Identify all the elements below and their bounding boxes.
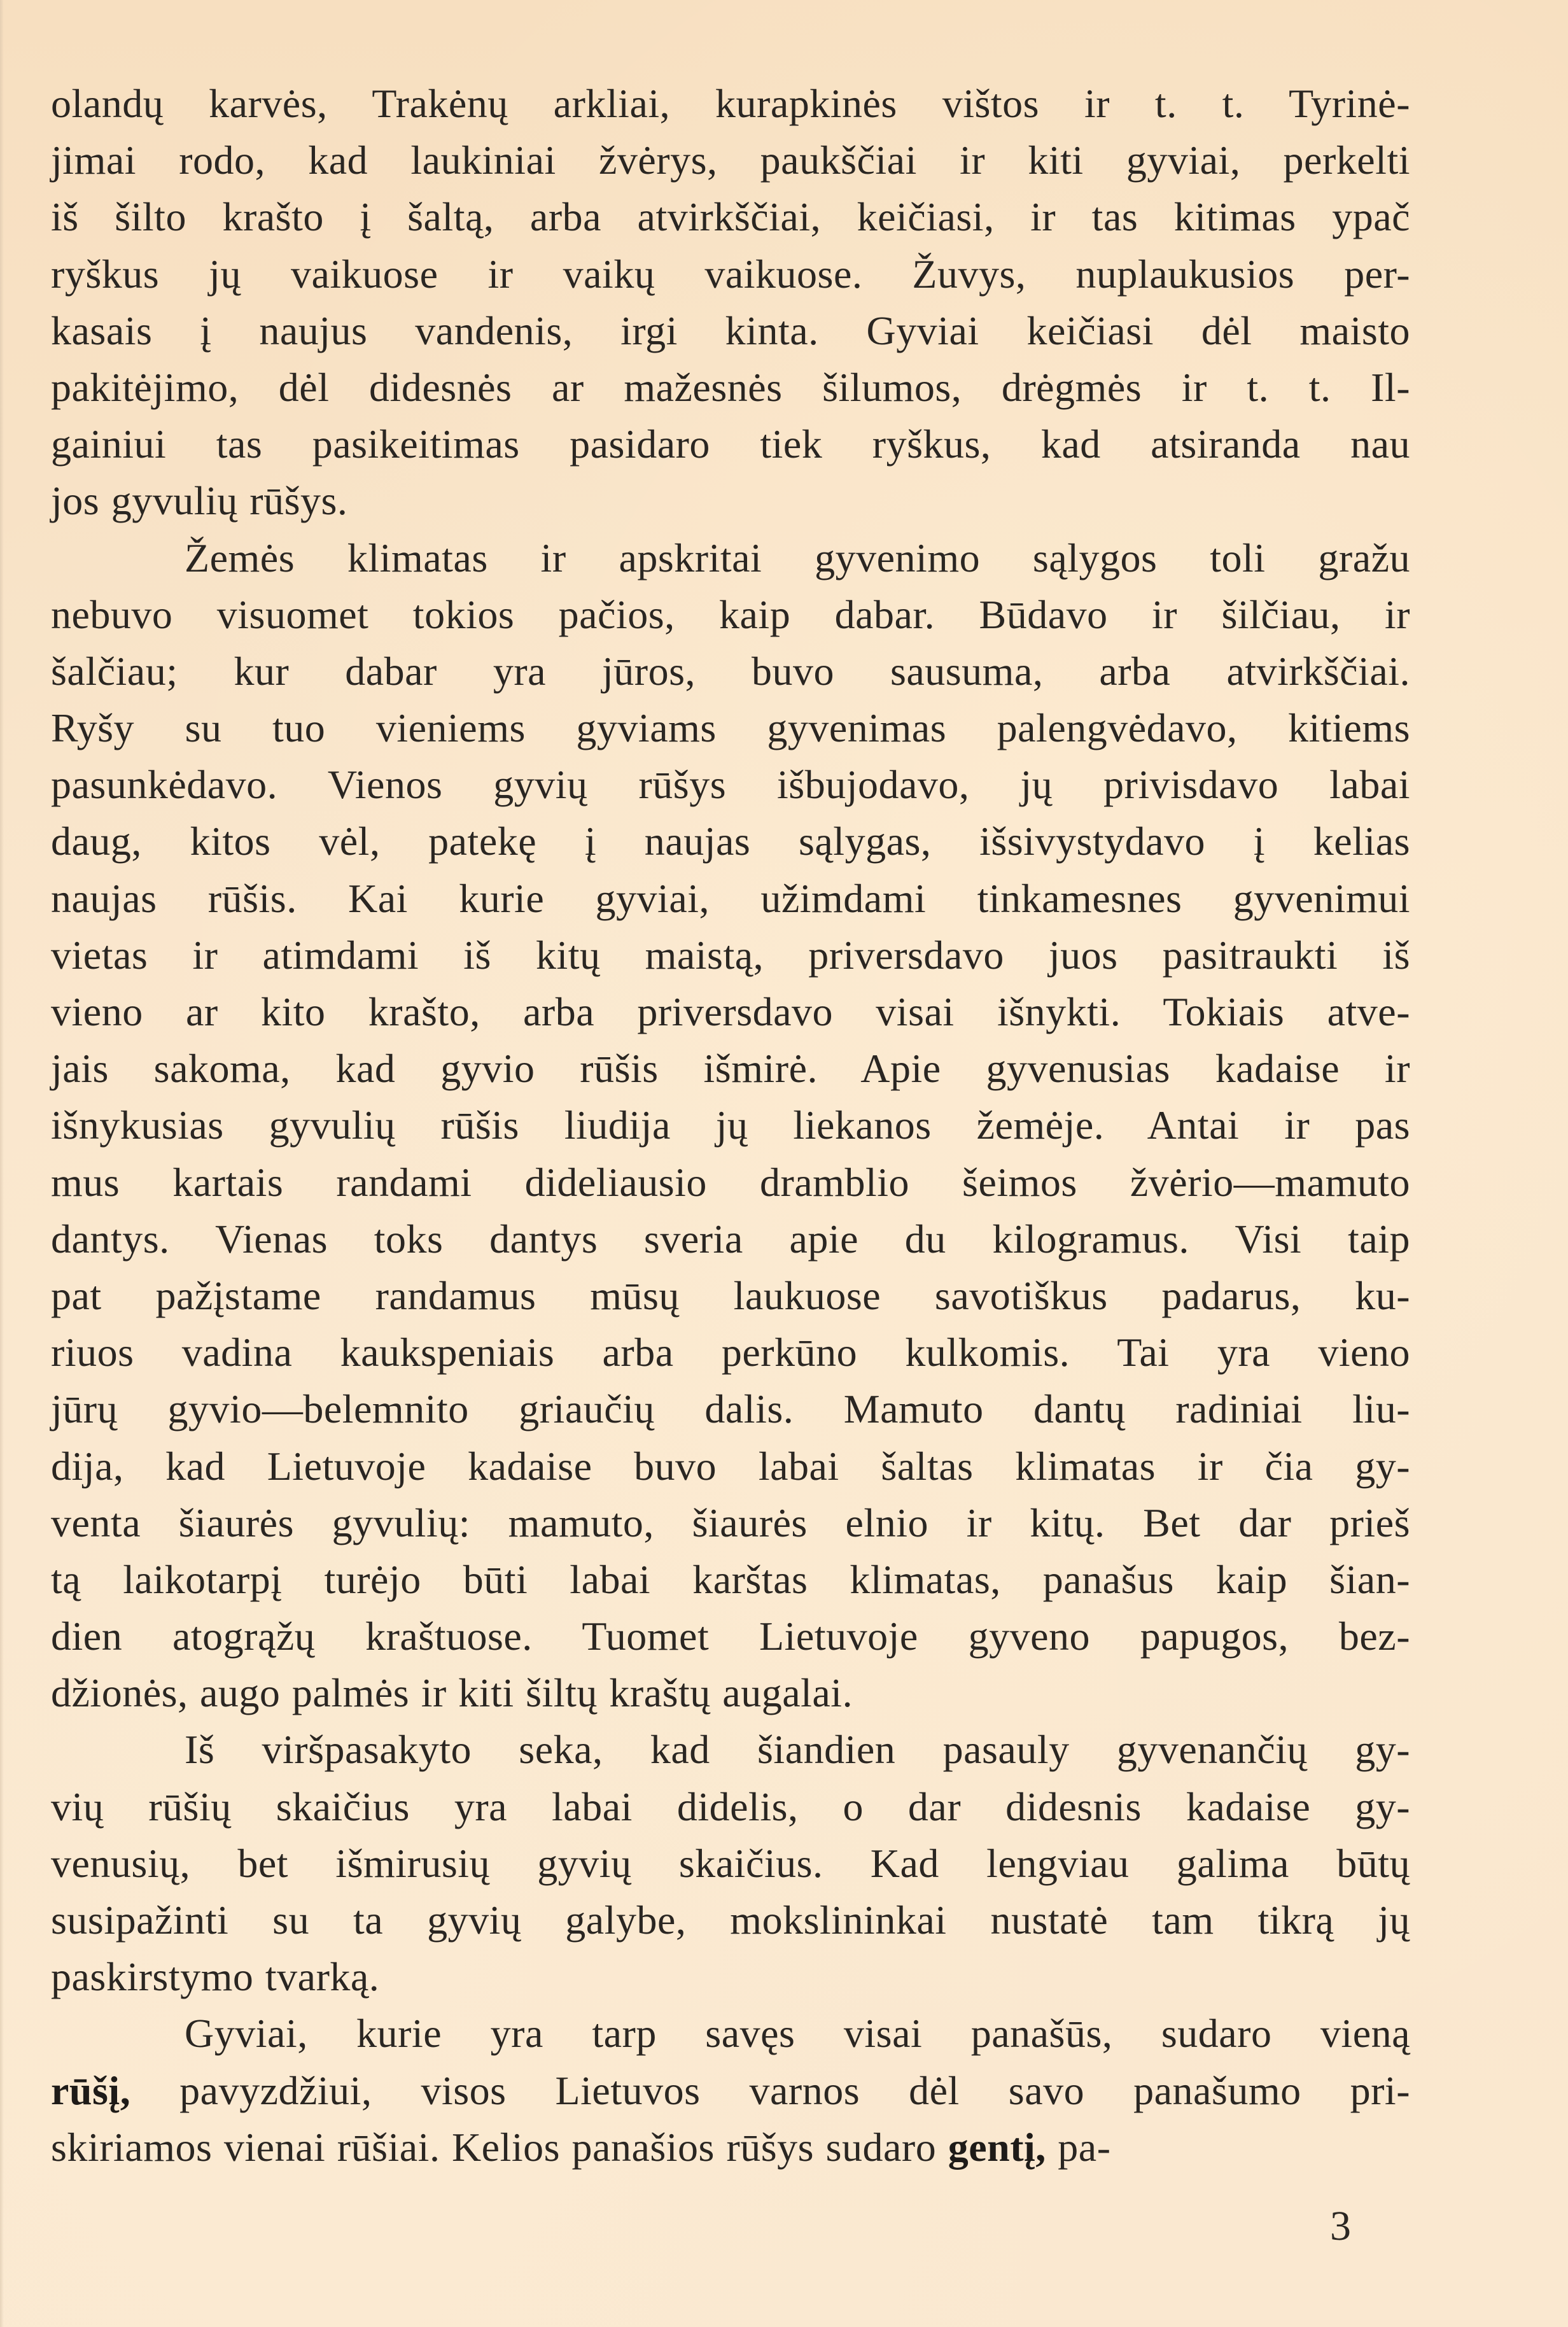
text-run: riuos vadina kaukspeniais arba perkūno kulkomis. Tai yra vieno — [51, 1330, 1410, 1375]
text-run: vių rūšių skaičius yra labai didelis, o dar didesnis kadaise gy- — [51, 1783, 1410, 1829]
text-run: susipažinti su ta gyvių galybe, mokslininkai nustatė tam tikrą jų — [51, 1897, 1410, 1943]
text-run: pavyzdžiui, visos Lietuvos varnos dėl savo panašumo pri- — [130, 2067, 1410, 2113]
text-line — [51, 1040, 1410, 1097]
text-run: pat pažįstame randamus mūsų laukuose savotiškus padarus, ku- — [51, 1272, 1410, 1318]
text-run: paskirstymo tvarką. — [51, 1954, 380, 2000]
text-line — [51, 188, 1410, 245]
paragraph — [51, 1721, 1410, 2005]
text-line — [51, 2062, 1410, 2119]
text-line — [51, 75, 1410, 132]
text-line — [51, 246, 1410, 302]
text-run: Gyviai, kurie yra tarp savęs visai panašūs, sudaro vieną — [185, 2011, 1410, 2056]
text-run: naujas rūšis. Kai kurie gyviai, užimdami tinkamesnes gyvenimui — [51, 875, 1410, 921]
text-run: Žemės klimatas ir apskritai gyvenimo sąlygos toli gražu — [185, 535, 1410, 580]
text-line — [51, 1835, 1410, 1892]
text-run: venusių, bet išmirusių gyvių skaičius. Kad lengviau galima būtų — [51, 1840, 1410, 1886]
text-run: venta šiaurės gyvulių: mamuto, šiaurės elnio ir kitų. Bet dar prieš — [51, 1500, 1410, 1545]
bold-term: gentį, — [948, 2124, 1046, 2170]
text-line — [51, 586, 1410, 643]
text-line — [51, 416, 1410, 472]
text-line — [51, 1551, 1410, 1608]
text-run: išnykusias gyvulių rūšis liudija jų liekanos žemėje. Antai ir pas — [51, 1102, 1410, 1148]
text-line — [51, 1494, 1410, 1551]
text-run: dija, kad Lietuvoje kadaise buvo labai šaltas klimatas ir čia gy- — [51, 1443, 1410, 1489]
text-line — [51, 1267, 1410, 1324]
text-line — [51, 530, 1410, 586]
text-run: jos gyvulių rūšys. — [51, 478, 348, 524]
text-run: daug, kitos vėl, patekę į naujas sąlygas, išsivystydavo į kelias — [51, 819, 1410, 864]
text-run: dantys. Vienas toks dantys sveria apie du kilogramus. Visi taip — [51, 1216, 1410, 1262]
text-line — [51, 870, 1410, 927]
text-run: džionės, augo palmės ir kiti šiltų kraštų augalai. — [51, 1670, 853, 1716]
text-line — [51, 359, 1410, 416]
body-text — [51, 75, 1410, 2176]
scan-edge — [0, 0, 4, 2327]
text-line — [51, 2005, 1410, 2062]
page-number: 3 — [1330, 2203, 1351, 2249]
text-line — [51, 700, 1410, 756]
text-run: kasais į naujus vandenis, irgi kinta. Gyviai keičiasi dėl maisto — [51, 307, 1410, 353]
text-line — [51, 1664, 1410, 1721]
text-run: pa- — [1046, 2124, 1111, 2170]
text-run: pasunkėdavo. Vienos gyvių rūšys išbujodavo, jų privisdavo labai — [51, 762, 1410, 808]
text-line — [51, 1097, 1410, 1153]
text-line — [51, 1608, 1410, 1664]
text-run: olandų karvės, Trakėnų arkliai, kurapkinės vištos ir t. t. Tyrinė- — [51, 81, 1410, 126]
text-run: skiriamos vienai rūšiai. Kelios panašios rūšys sudaro — [51, 2124, 948, 2170]
text-line — [51, 1721, 1410, 1778]
text-run: mus kartais randami dideliausio dramblio šeimos žvėrio—mamuto — [51, 1159, 1410, 1205]
text-line — [51, 472, 1410, 529]
paragraph — [51, 75, 1410, 530]
text-line — [51, 983, 1410, 1040]
text-line — [51, 1324, 1410, 1381]
text-run: jūrų gyvio—belemnito griaučių dalis. Mamuto dantų radiniai liu- — [51, 1386, 1410, 1432]
text-line — [51, 927, 1410, 983]
text-run: vieno ar kito krašto, arba priversdavo visai išnykti. Tokiais atve- — [51, 989, 1410, 1034]
text-run: jimai rodo, kad laukiniai žvėrys, paukščiai ir kiti gyviai, perkelti — [51, 137, 1410, 183]
text-line — [51, 756, 1410, 813]
text-line — [51, 132, 1410, 188]
text-line — [51, 1778, 1410, 1835]
text-run: Ryšy su tuo vieniems gyviams gyvenimas palengvėdavo, kitiems — [51, 705, 1410, 751]
bold-term: rūšį, — [51, 2067, 131, 2113]
text-line — [51, 813, 1410, 869]
text-run: Iš viršpasakyto seka, kad šiandien pasauly gyvenančių gy- — [185, 1727, 1410, 1773]
text-line — [51, 1892, 1410, 1948]
text-run: jais sakoma, kad gyvio rūšis išmirė. Apie gyvenusias kadaise ir — [51, 1046, 1410, 1092]
text-line — [51, 2119, 1410, 2176]
text-line — [51, 1211, 1410, 1267]
text-run: dien atogrąžų kraštuose. Tuomet Lietuvoje gyveno papugos, bez- — [51, 1613, 1410, 1659]
paragraph — [51, 2005, 1410, 2176]
text-line — [51, 1154, 1410, 1211]
text-line — [51, 1948, 1410, 2005]
text-line — [51, 1381, 1410, 1437]
text-run: gainiui tas pasikeitimas pasidaro tiek ryškus, kad atsiranda nau — [51, 421, 1410, 467]
text-run: šalčiau; kur dabar yra jūros, buvo sausuma, arba atvirkščiai. — [51, 648, 1410, 694]
text-run: iš šilto krašto į šaltą, arba atvirkščiai, keičiasi, ir tas kitimas ypač — [51, 194, 1410, 240]
text-run: nebuvo visuomet tokios pačios, kaip dabar. Būdavo ir šilčiau, ir — [51, 591, 1410, 637]
text-line — [51, 643, 1410, 700]
text-line — [51, 302, 1410, 359]
text-run: ryškus jų vaikuose ir vaikų vaikuose. Žuvys, nuplaukusios per- — [51, 251, 1410, 297]
text-run: vietas ir atimdami iš kitų maistą, priversdavo juos pasitraukti iš — [51, 932, 1410, 978]
text-run: pakitėjimo, dėl didesnės ar mažesnės šilumos, drėgmės ir t. t. Il- — [51, 364, 1410, 410]
text-line — [51, 1438, 1410, 1494]
text-run: tą laikotarpį turėjo būti labai karštas klimatas, panašus kaip šian- — [51, 1556, 1410, 1602]
paragraph — [51, 530, 1410, 1722]
